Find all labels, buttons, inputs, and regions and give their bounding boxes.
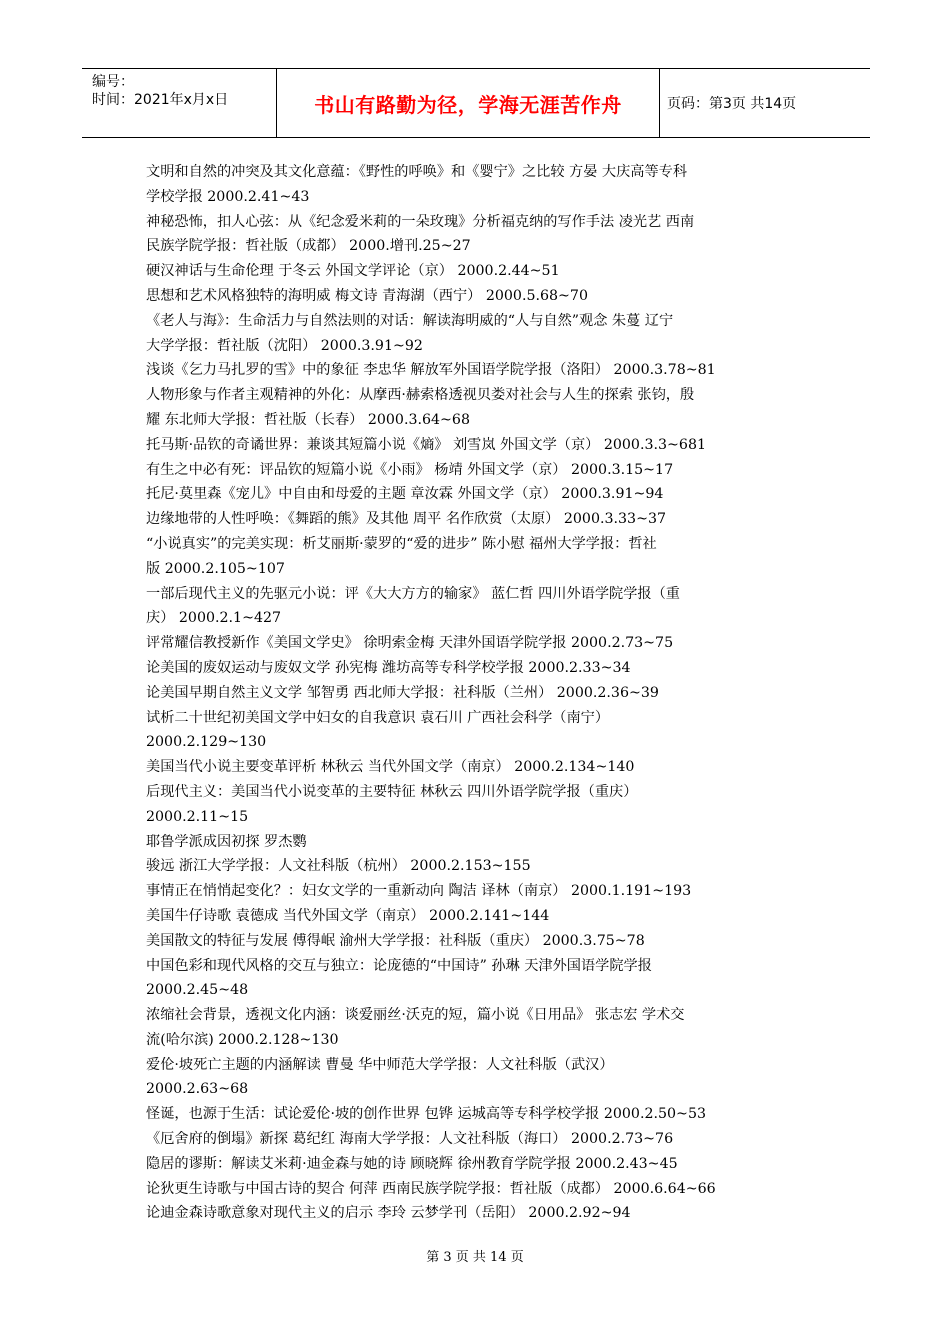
- bibliography-line: 后现代主义：美国当代小说变革的主要特征 林秋云 四川外语学院学报（重庆）: [146, 783, 638, 800]
- bibliography-line: 怪诞，也源于生活：试论爱伦·坡的创作世界 包铧 运城高等专科学校学报 2000.2.50~53: [146, 1106, 706, 1123]
- bibliography-line: 学校学报 2000.2.41~43: [146, 188, 310, 205]
- bibliography-line: 托马斯·品钦的奇谲世界：兼谈其短篇小说《熵》 刘雪岚 外国文学（京） 2000.3.3~681: [146, 436, 706, 453]
- bibliography-line: 有生之中必有死：评品钦的短篇小说《小雨》 杨靖 外国文学（京） 2000.3.15~17: [146, 461, 674, 478]
- bibliography-line: 《老人与海》：生命活力与自然法则的对话：解读海明威的“人与自然”观念 朱蔓 辽宁: [146, 312, 674, 329]
- bibliography-list: [146, 160, 826, 1226]
- bibliography-line: 2000.2.11~15: [146, 808, 249, 825]
- bibliography-line: 骏远 浙江大学学报：人文社科版（杭州） 2000.2.153~155: [146, 858, 531, 875]
- bibliography-line: 民族学院学报：哲社版（成都） 2000.增刊.25~27: [146, 238, 471, 255]
- header-info: [82, 69, 276, 137]
- bibliography-line: 浓缩社会背景，透视文化内涵：谈爱丽丝·沃克的短，篇小说《日用品》 张志宏 学术交: [146, 1007, 685, 1024]
- bibliography-line: 耀 东北师大学报：哲社版（长春） 2000.3.64~68: [146, 411, 470, 428]
- bibliography-line: 评常耀信教授新作《美国文学史》 徐明索金梅 天津外国语学院学报 2000.2.73~75: [146, 635, 674, 652]
- bibliography-line: 2000.2.129~130: [146, 734, 267, 751]
- bibliography-line: 隐居的谬斯：解读艾米莉·迪金森与她的诗 顾晓辉 徐州教育学院学报 2000.2.43~45: [146, 1155, 678, 1172]
- bibliography-line: 2000.2.63~68: [146, 1081, 249, 1098]
- bibliography-line: 浅谈《乞力马扎罗的雪》中的象征 李忠华 解放军外国语学院学报（洛阳） 2000.3.78~81: [146, 362, 716, 379]
- bibliography-line: 论迪金森诗歌意象对现代主义的启示 李玲 云梦学刊（岳阳） 2000.2.92~94: [146, 1205, 631, 1222]
- bibliography-line: 思想和艺术风格独特的海明威 梅文诗 青海湖（西宁） 2000.5.68~70: [146, 287, 588, 304]
- bibliography-line: 2000.2.45~48: [146, 982, 249, 999]
- header-motto: 书山有路勤为径，学海无涯苦作舟: [314, 92, 622, 117]
- bibliography-line: 事情正在悄悄起变化？：妇女文学的一重新动向 陶洁 译林（南京） 2000.1.191~193: [146, 883, 692, 900]
- bibliography-line: 论狄更生诗歌与中国古诗的契合 何萍 西南民族学院学报：哲社版（成都） 2000.6.64~66: [146, 1180, 716, 1197]
- bibliography-line: 论美国的废奴运动与废奴文学 孙宪梅 潍坊高等专科学校学报 2000.2.33~34: [146, 659, 631, 676]
- header-page-number: 页码：第3页 共14页: [667, 96, 797, 112]
- page-footer: 第 3 页 共 14 页: [426, 1250, 524, 1265]
- page-header: [82, 68, 870, 138]
- bibliography-line: 硬汉神话与生命伦理 于冬云 外国文学评论（京） 2000.2.44~51: [146, 263, 560, 280]
- bibliography-line: 边缘地带的人性呼唤：《舞蹈的熊》及其他 周平 名作欣赏（太原） 2000.3.33~37: [146, 511, 667, 528]
- document-date-label: 时间：2021年x月x日: [92, 92, 229, 108]
- bibliography-line: 美国散文的特征与发展 傅得岷 渝州大学学报：社科版（重庆） 2000.3.75~78: [146, 932, 645, 949]
- bibliography-line: “小说真实”的完美实现：析艾丽斯·蒙罗的“爱的进步” 陈小慰 福州大学学报：哲社: [146, 535, 657, 552]
- document-number-label: 编号：: [92, 74, 134, 90]
- bibliography-line: 中国色彩和现代风格的交互与独立：论庞德的“中国诗” 孙琳 天津外国语学院学报: [146, 957, 652, 974]
- bibliography-line: 美国牛仔诗歌 袁德成 当代外国文学（南京） 2000.2.141~144: [146, 907, 550, 924]
- bibliography-line: 论美国早期自然主义文学 邹智勇 西北师大学报：社科版（兰州） 2000.2.36~39: [146, 684, 659, 701]
- bibliography-line: 神秘恐怖，扣人心弦：从《纪念爱米莉的一朵玫瑰》分析福克纳的写作手法 凌光艺 西南: [146, 213, 695, 230]
- bibliography-line: 版 2000.2.105~107: [146, 560, 285, 577]
- bibliography-line: 流(哈尔滨) 2000.2.128~130: [146, 1031, 339, 1048]
- bibliography-line: 人物形象与作者主观精神的外化：从摩西·赫索格透视贝娄对社会与人生的探索 张钧，殷: [146, 387, 695, 404]
- bibliography-line: 爱伦·坡死亡主题的内涵解读 曹曼 华中师范大学学报：人文社科版（武汉）: [146, 1056, 614, 1073]
- bibliography-line: 美国当代小说主要变革评析 林秋云 当代外国文学（南京） 2000.2.134~140: [146, 759, 635, 776]
- bibliography-line: 试析二十世纪初美国文学中妇女的自我意识 袁石川 广西社会科学（南宁）: [146, 709, 610, 726]
- bibliography-line: 《厄舍府的倒塌》新探 葛纪红 海南大学学报：人文社科版（海口） 2000.2.73~76: [146, 1131, 674, 1148]
- bibliography-line: 文明和自然的冲突及其文化意蕴：《野性的呼唤》和《婴宁》之比较 方晏 大庆高等专科: [146, 164, 688, 180]
- header-motto-cell: [276, 69, 660, 137]
- bibliography-line: 托尼·莫里森《宠儿》中自由和母爱的主题 章汝霖 外国文学（京） 2000.3.91~94: [146, 486, 664, 503]
- bibliography-line: 庆） 2000.2.1~427: [146, 610, 282, 627]
- bibliography-line: 一部后现代主义的先驱元小说：评《大大方方的输家》 蓝仁哲 四川外语学院学报（重: [146, 585, 680, 602]
- bibliography-line: 大学学报：哲社版（沈阳） 2000.3.91~92: [146, 337, 423, 354]
- bibliography-line: 耶鲁学派成因初探 罗杰鹦: [146, 833, 307, 850]
